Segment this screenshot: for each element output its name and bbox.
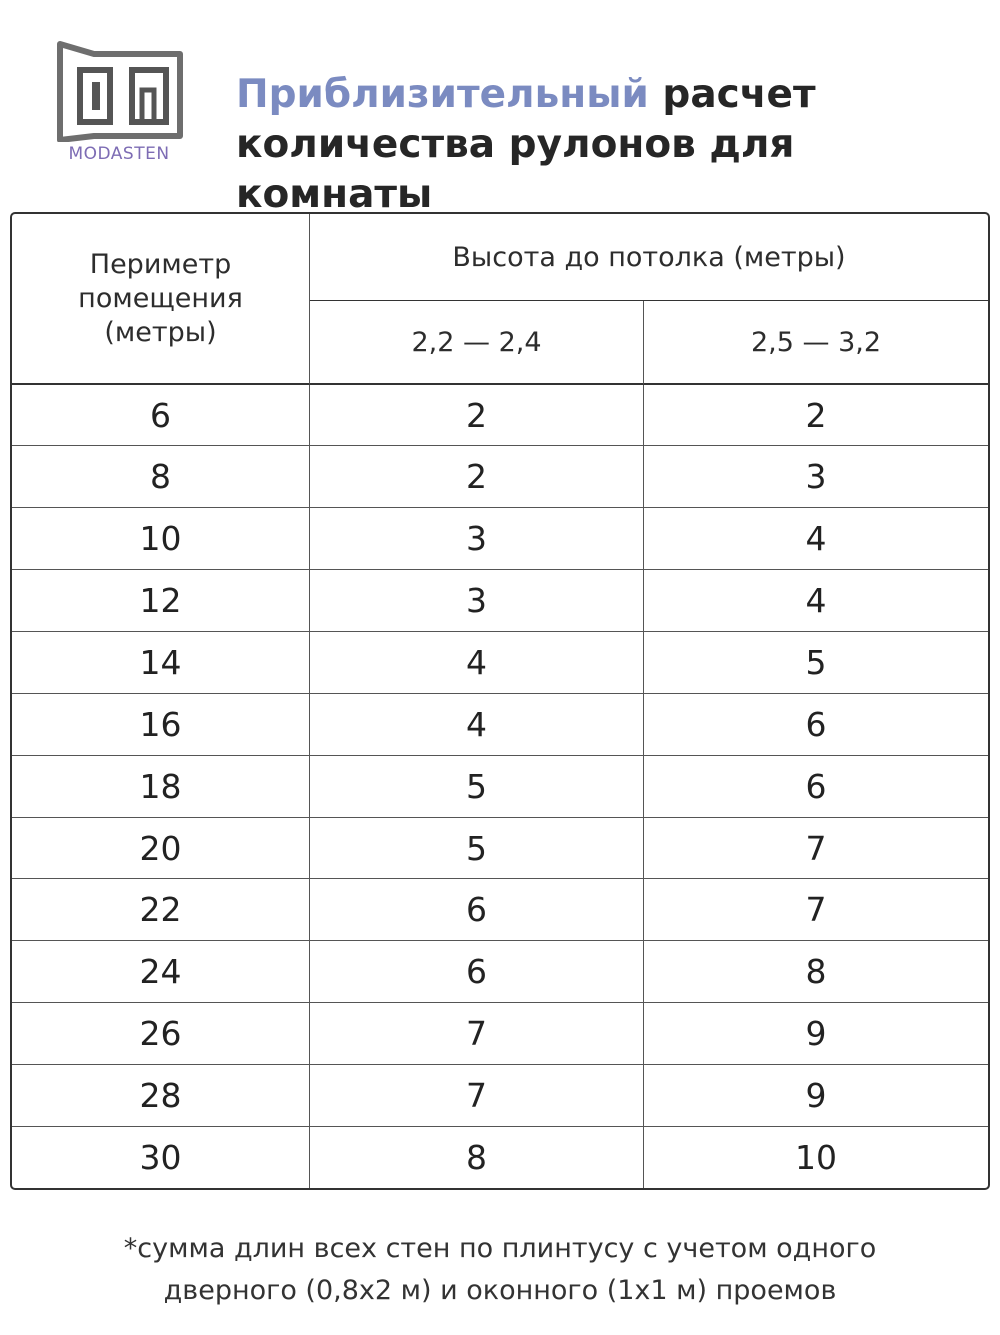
page-title: [236, 70, 1000, 220]
perimeter-cell: 26: [12, 1002, 310, 1064]
perimeter-cell: 14: [12, 631, 310, 693]
rolls-high-cell: 2: [805, 395, 827, 435]
perimeter-cell: 16: [12, 693, 310, 755]
title-line1-rest: расчет: [662, 72, 816, 117]
perimeter-header-line1: Периметр: [89, 248, 232, 280]
height-range-low: 2,2 — 2,4: [310, 301, 644, 385]
table-row: [12, 817, 988, 879]
height-header: Высота до потолка (метры): [310, 214, 988, 301]
table-row: [12, 445, 988, 507]
title-line2: количества рулонов для комнаты: [236, 122, 795, 217]
perimeter-cell: 10: [12, 507, 310, 569]
table-row: [12, 1126, 988, 1188]
table-row: [12, 569, 988, 631]
table-row: [12, 507, 988, 569]
rolls-low-cell: 4: [310, 693, 644, 755]
perimeter-cell: 18: [12, 755, 310, 817]
table-row: [12, 631, 988, 693]
rolls-high-cell: 7: [644, 878, 988, 940]
perimeter-cell: 24: [12, 940, 310, 1002]
brand-name: MODASTEN: [68, 144, 170, 164]
rolls-low-cell: 8: [310, 1126, 644, 1188]
rolls-high-cell: 9: [644, 1002, 988, 1064]
footnote-line2: дверного (0,8х2 м) и оконного (1х1 м) проемов: [163, 1275, 837, 1306]
rolls-high-cell: 5: [644, 631, 988, 693]
footnote-line1: *сумма длин всех стен по плинтусу с учетом одного: [123, 1233, 877, 1264]
perimeter-cell: 8: [12, 445, 310, 507]
rolls-high-cell: 9: [644, 1064, 988, 1126]
rolls-low-cell: 7: [310, 1002, 644, 1064]
footnote: [0, 1228, 1000, 1312]
brand-logo: [52, 40, 192, 170]
perimeter-cell: 20: [12, 817, 310, 879]
rolls-low-cell: 5: [310, 817, 644, 879]
table-row: [12, 755, 988, 817]
rolls-high-cell: 8: [644, 940, 988, 1002]
rolls-low-cell: 6: [310, 940, 644, 1002]
rolls-table: [10, 212, 990, 1190]
table-row: [12, 878, 988, 940]
rolls-low-cell: 3: [310, 507, 644, 569]
rolls-high-cell: 3: [644, 445, 988, 507]
rolls-low-cell: 6: [310, 878, 644, 940]
rolls-high-cell: 4: [644, 507, 988, 569]
perimeter-cell: 6: [12, 385, 310, 445]
rolls-low-cell: 4: [310, 631, 644, 693]
rolls-high-cell: 6: [644, 755, 988, 817]
title-accent: Приблизительный: [236, 72, 649, 117]
table-row: [12, 1064, 988, 1126]
rolls-low-cell: 3: [310, 569, 644, 631]
rolls-high-cell: 6: [644, 693, 988, 755]
perimeter-cell: 22: [12, 878, 310, 940]
perimeter-header-line3: (метры): [104, 316, 217, 348]
height-range-high: 2,5 — 3,2: [644, 301, 988, 385]
rolls-low-cell: 2: [310, 445, 644, 507]
perimeter-header-line2: помещения: [78, 282, 243, 314]
table-row: [12, 385, 988, 445]
rolls-low-cell: 7: [310, 1064, 644, 1126]
rolls-high-cell: 4: [644, 569, 988, 631]
rolls-low-cell: 2: [310, 385, 644, 445]
perimeter-cell: 28: [12, 1064, 310, 1126]
table-row: [12, 693, 988, 755]
table-row: [12, 940, 988, 1002]
rolls-high-cell: 7: [644, 817, 988, 879]
door-window-icon: [54, 40, 186, 142]
perimeter-cell: 30: [12, 1126, 310, 1188]
rolls-low-cell: 5: [310, 755, 644, 817]
rolls-high-cell: 10: [644, 1126, 988, 1188]
perimeter-cell: 12: [12, 569, 310, 631]
perimeter-header: [12, 214, 310, 385]
table-row: [12, 1002, 988, 1064]
